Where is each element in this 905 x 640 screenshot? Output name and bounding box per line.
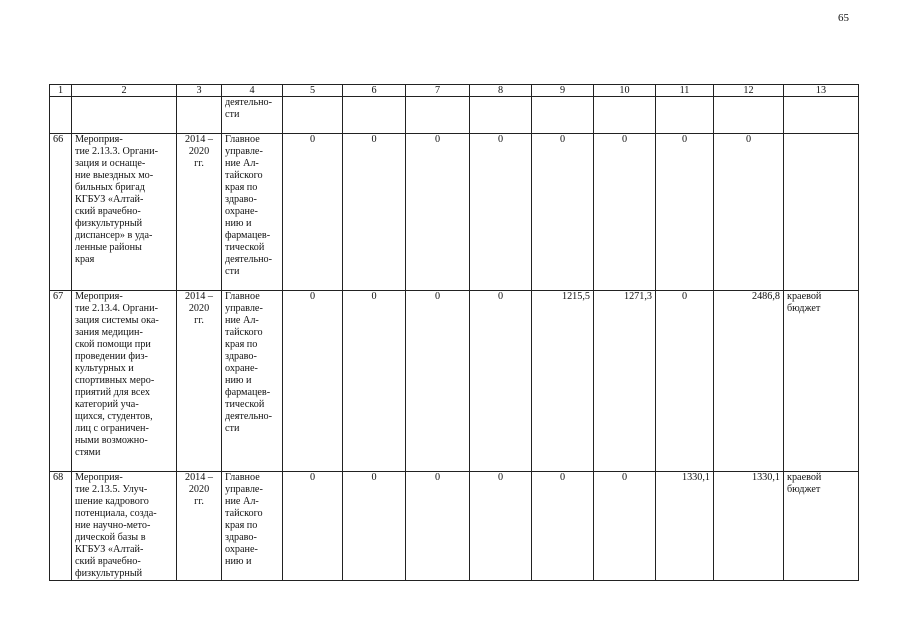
table-row [50,472,859,581]
num-cell [50,97,72,134]
value-cell: 0 [594,472,656,581]
value-cell [532,97,594,134]
source-cell: краевой бюджет [784,291,859,472]
value-cell: 2486,8 [714,291,784,472]
program-table [49,84,859,581]
value-cell: 0 [283,291,343,472]
header-cell: 12 [714,85,784,97]
value-cell [470,97,532,134]
value-cell: 0 [470,134,532,291]
table-row-continuation [50,97,859,134]
value-cell: 1330,1 [714,472,784,581]
value-cell: 0 [343,134,406,291]
executor-cell: Главное управле- ние Ал- тайского края по здраво- охране- нию и фармацев- тической деятельно- сти [222,291,283,472]
header-cell: 6 [343,85,406,97]
name-cell: Мероприя- тие 2.13.3. Органи- зация и оснаще- ние выездных мо- бильных бригад КГБУЗ «Алтай- ский врачебно- физкультурный диспансер» в уда- ленные районы края [72,134,177,291]
value-cell: 0 [470,291,532,472]
value-cell: 0 [656,291,714,472]
header-cell: 9 [532,85,594,97]
name-cell: Мероприя- тие 2.13.5. Улуч- шение кадрового потенциала, созда- ние научно-мето- дической базы в КГБУЗ «Алтай- ский врачебно- физкультурный [72,472,177,581]
page-number: 65 [838,12,849,24]
value-cell: 0 [532,472,594,581]
header-cell: 8 [470,85,532,97]
value-cell: 0 [406,134,470,291]
value-cell: 0 [532,134,594,291]
value-cell: 1330,1 [656,472,714,581]
value-cell [406,97,470,134]
source-cell: краевой бюджет [784,472,859,581]
value-cell: 0 [283,472,343,581]
name-cell: Мероприя- тие 2.13.4. Органи- зация системы ока- зания медицин- ской помощи при проведении физ- культурных и спортивных меро- приятий для всех категорий уча- щихся, студентов, лиц с ограничен- ными возможно- стями [72,291,177,472]
header-cell: 4 [222,85,283,97]
header-cell: 2 [72,85,177,97]
header-cell: 11 [656,85,714,97]
value-cell: 0 [406,291,470,472]
years-cell [177,97,222,134]
header-cell: 7 [406,85,470,97]
value-cell: 0 [283,134,343,291]
years-cell: 2014 – 2020 гг. [177,291,222,472]
value-cell [594,97,656,134]
source-cell [784,97,859,134]
header-cell: 13 [784,85,859,97]
value-cell: 1215,5 [532,291,594,472]
table-row [50,134,859,291]
header-cell: 1 [50,85,72,97]
value-cell: 0 [656,134,714,291]
years-cell: 2014 – 2020 гг. [177,134,222,291]
num-cell: 67 [50,291,72,472]
value-cell: 0 [594,134,656,291]
executor-cell: деятельно- сти [222,97,283,134]
value-cell [343,97,406,134]
value-cell: 0 [470,472,532,581]
executor-cell: Главное управле- ние Ал- тайского края по здраво- охране- нию и [222,472,283,581]
value-cell: 0 [714,134,784,291]
value-cell [283,97,343,134]
num-cell: 68 [50,472,72,581]
header-cell: 10 [594,85,656,97]
value-cell: 0 [406,472,470,581]
header-row [50,85,859,97]
value-cell: 0 [343,291,406,472]
num-cell: 66 [50,134,72,291]
source-cell [784,134,859,291]
value-cell: 1271,3 [594,291,656,472]
value-cell: 0 [343,472,406,581]
executor-cell: Главное управле- ние Ал- тайского края по здраво- охране- нию и фармацев- тической деятельно- сти [222,134,283,291]
value-cell [656,97,714,134]
value-cell [714,97,784,134]
name-cell [72,97,177,134]
years-cell: 2014 – 2020 гг. [177,472,222,581]
table-row [50,291,859,472]
header-cell: 5 [283,85,343,97]
header-cell: 3 [177,85,222,97]
